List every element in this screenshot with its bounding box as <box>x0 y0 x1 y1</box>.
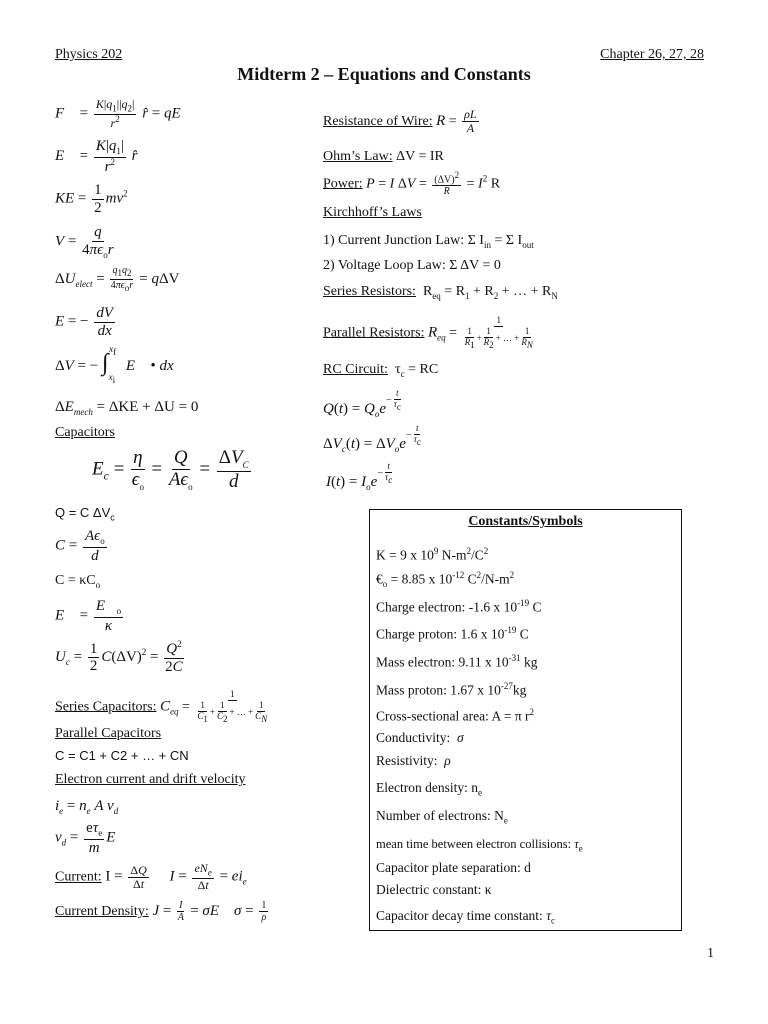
electron-mass: Mass electron: 9.11 x $10^{-31}$ kg <box>376 653 538 670</box>
potential-eq: V = q $4\pi\epsilon_or$ <box>55 224 114 260</box>
dielectric-constant-symbol: Dielectric constant: κ <box>376 882 492 897</box>
conductivity-symbol: Conductivity: σ <box>376 730 464 745</box>
resistivity-symbol: Resistivity: ρ <box>376 753 451 768</box>
number-electrons-symbol: Number of electrons: $N_e$ <box>376 808 508 826</box>
electron-charge: Charge electron: -1.6 x $10^{-19}$ C <box>376 598 542 615</box>
rc-circuit-label: RC Circuit: <box>323 362 388 377</box>
current-label: Current: <box>55 869 102 885</box>
capacitance-eq: C = $A\epsilon_o$ d <box>55 528 105 564</box>
proton-mass: Mass proton: 1.67 x $10^{-27}kg$ <box>376 681 527 698</box>
current-eq: Current: I = $\frac{\Delta Q}{\Delta t}$ I = $eN_e$ Δt = $ei_e$ <box>55 861 247 893</box>
page-title: Midterm 2 – Equations and Constants <box>237 64 531 84</box>
capacitor-field-eq: $E_c$ = $\frac{\eta}{\epsilon_o}$ = Q $A\epsilon_o$ = $\Delta V_C$ d <box>92 447 249 492</box>
electric-field-eq: E⃗ = $\frac{K|q_1|}{r^2}$ r̂ <box>55 138 138 175</box>
mechanical-energy-eq: $\Delta E_{mech} = \Delta KE + \Delta U = 0$ <box>55 399 199 417</box>
cross-sectional-area: Cross-sectional area: A = π $r^2$ <box>376 707 535 724</box>
loop-law-eq <box>323 258 501 274</box>
junction-law-eq: 1) Current Junction Law: Σ $I_{in} = \Sigma$ $I_{out}$ <box>323 233 534 250</box>
capacitor-energy-eq: $U_c$ = $\frac{1}{2}$ $C(\Delta V)^2$ = $\frac{Q^2}{2C}$ <box>55 639 183 675</box>
parallel-capacitors-eq: C = C1 + C2 + … + CN <box>55 748 189 763</box>
permittivity-constant: $€_o = 8.85$ x $10^{-12}$ $C^2/N-m^2$ <box>376 570 515 590</box>
ohms-law-label: Ohm’s Law: <box>323 149 393 164</box>
dielectric-field-eq: E⃗ = $\frac{E⃗_o}{\kappa}$ <box>55 598 122 634</box>
voltage-decay-eq: $\Delta V_c(t) = \Delta V_oe^{- \frac{t}{\tau_c}}$ <box>323 423 421 455</box>
proton-charge: Charge proton: 1.6 x $10^{-19}$ C <box>376 625 529 642</box>
coulomb-force-eq: F⃗ = $\frac{K|q_1||q_2|}{r^2}$ r̂ = qE⃗ <box>55 97 193 131</box>
kinetic-energy-eq: KE = $\frac{1}{2}$ $mv^2$ <box>55 182 128 216</box>
power-eq: Power: P = I ΔV = $\frac{(\Delta V)^2}{R}$ = $I^2$ R <box>323 170 501 198</box>
field-gradient-eq: E = − $\frac{dV}{dx}$ <box>55 305 114 339</box>
loop-law-label: 2) Voltage Loop Law: <box>323 258 446 273</box>
course-name: Physics 202 <box>55 47 123 62</box>
potential-energy-eq: $\Delta U_{elect}$ = $q_1q_2$ $4\pi\epsilon_or$ = qΔV <box>55 265 180 293</box>
junction-law-label: 1) Current Junction Law: <box>323 233 465 248</box>
kirchhoff-heading: Kirchhoff’s Laws <box>323 205 422 220</box>
charge-capacitance-eq: Q = C $\Delta V_c$ <box>55 505 115 523</box>
electron-current-eq: $i_e = n_e$ A $v_d$ <box>55 798 119 816</box>
parallel-resistors-label: Parallel Resistors: <box>323 325 425 341</box>
plate-separation-symbol: Capacitor plate separation: d <box>376 860 531 875</box>
parallel-capacitors-heading: Parallel Capacitors <box>55 726 162 741</box>
electron-current-heading: Electron current and drift velocity <box>55 772 246 787</box>
loop-law-value: Σ ΔV = 0 <box>449 258 501 273</box>
series-capacitors-label: Series Capacitors: <box>55 699 157 715</box>
potential-integral-eq: ΔV = − $\int_{x_i}^{x_f}$ E⃗ • dx⃗ <box>55 344 186 385</box>
rc-circuit-eq: RC Circuit: $\tau_c$ = RC <box>323 362 439 379</box>
series-resistors-label: Series Resistors: <box>323 284 416 299</box>
drift-velocity-eq: $v_d$ = $e\tau_e$ m E <box>55 820 116 856</box>
current-decay-eq: $I(t) = I_oe^{- \frac{t}{\tau_c}}$ <box>326 461 393 493</box>
series-resistors-eq: Series Resistors: $R_{eq} = R_1 + R_2$ + … + $R_N$ <box>323 284 558 301</box>
dielectric-capacitance-eq: $C = \kappa C_o$ <box>55 573 101 590</box>
current-density-eq: Current Density: J = $\frac{I}{A}$ = σE σ = $\frac{1}{\rho}$ <box>55 900 267 923</box>
constants-box <box>369 509 682 931</box>
power-label: Power: <box>323 176 363 192</box>
current-density-label: Current Density: <box>55 903 149 919</box>
ohms-law-eq <box>323 149 444 165</box>
coulomb-constant: K = 9 x $10^9$ $N-m^2/C^2$ <box>376 546 489 563</box>
chapters-label: Chapter 26, 27, 28 <box>600 47 704 62</box>
series-capacitors-eq: Series Capacitors: $C_{eq}$ = 1 $\frac{1}{C_1}$ + $\frac{1}{C_2}$ + … + $\frac{1}{C_N}$ <box>55 689 268 724</box>
ohms-law-value: ΔV = IR <box>396 149 444 164</box>
page-number: 1 <box>707 946 714 961</box>
electron-density-symbol: Electron density: $n_e$ <box>376 780 482 798</box>
capacitors-heading: Capacitors <box>55 425 115 440</box>
parallel-resistors-eq: Parallel Resistors: $R_{eq}$ = 1 $\frac{1}{R_1}$ + $\frac{1}{R_2}$ + … + $\frac{1}{R_N}$ <box>323 315 533 350</box>
resistance-eq: Resistance of Wire: R = $\frac{\rho L}{A}$ <box>323 107 477 136</box>
decay-time-constant-symbol: Capacitor decay time constant: $\tau_c$ <box>376 908 556 926</box>
mean-collision-time-symbol: mean time between electron collisions: $\tau_e$ <box>376 837 583 854</box>
charge-decay-eq: $Q(t) = Q_oe^{- \frac{t}{\tau_c}}$ <box>323 388 401 420</box>
resistance-label: Resistance of Wire: <box>323 113 433 129</box>
constants-title: Constants/Symbols <box>468 514 583 529</box>
